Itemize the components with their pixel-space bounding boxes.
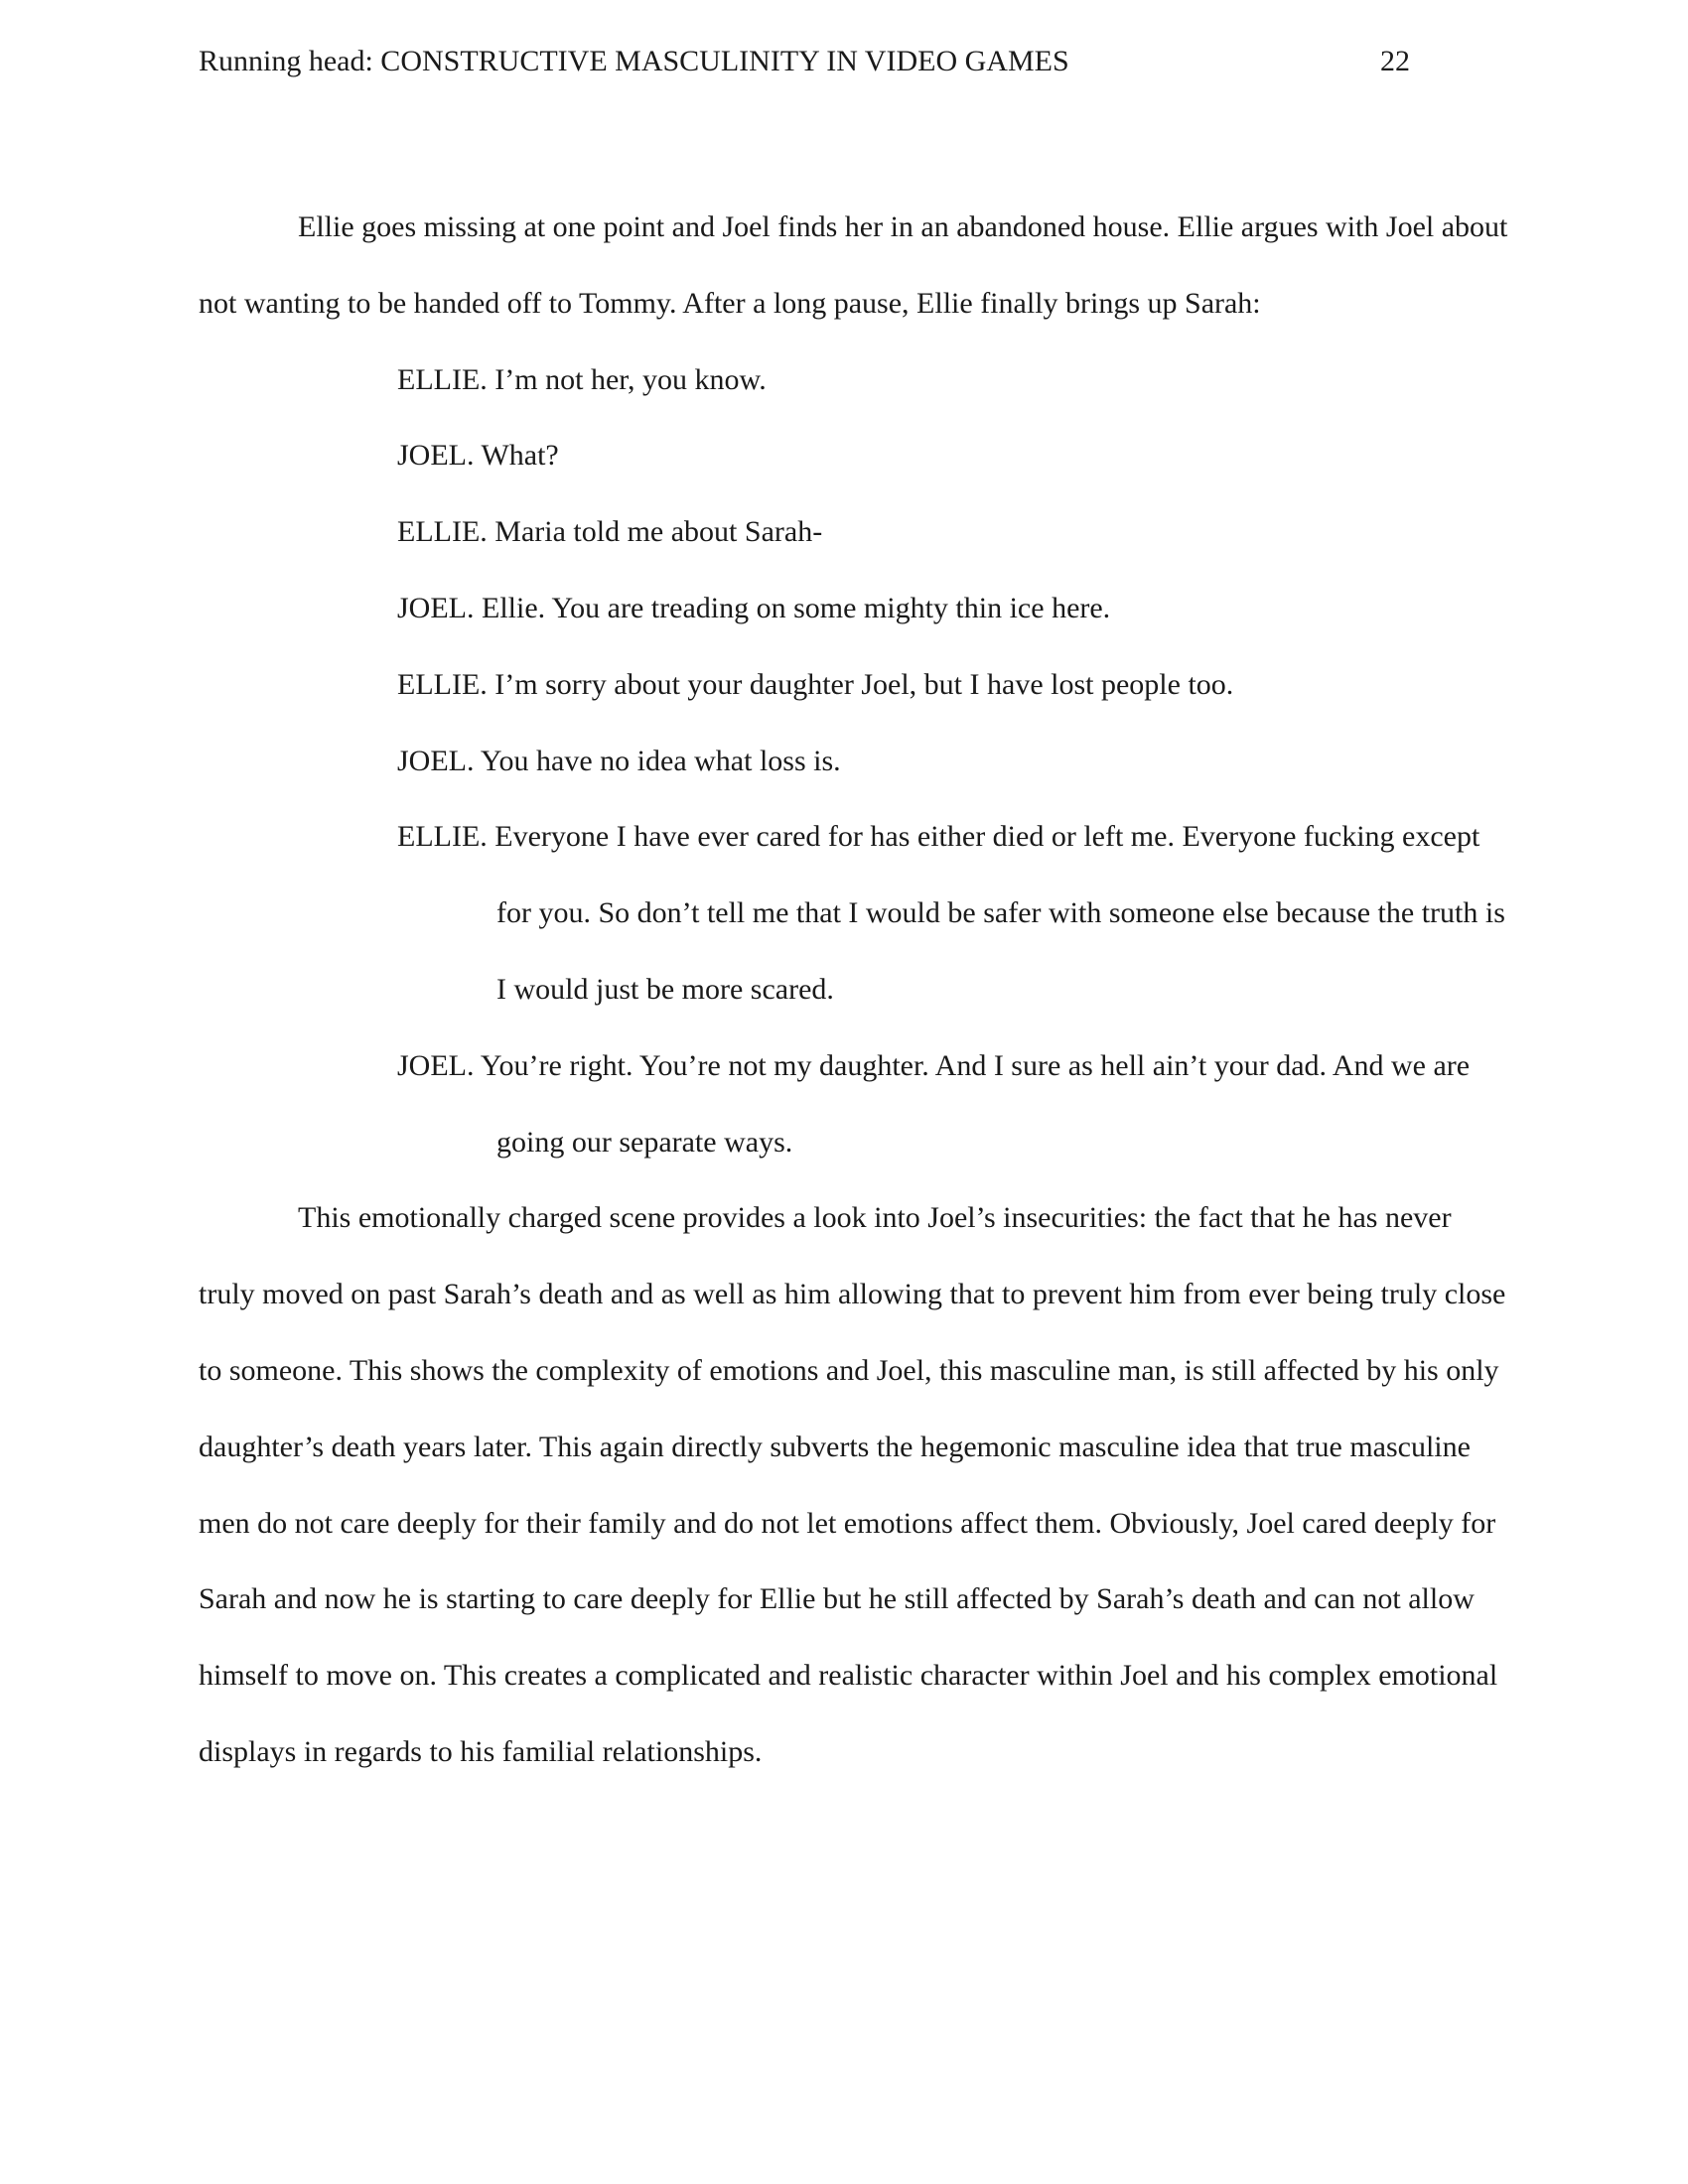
dialogue-line: ELLIE. I’m sorry about your daughter Joel, but I have lost people too.: [397, 667, 1234, 701]
dialogue-block: [199, 342, 1509, 1181]
dialogue-line: JOEL. You’re right. You’re not my daughter. And I sure as hell ain’t your dad. And we are going our separate ways.: [397, 1048, 1471, 1159]
running-head: Running head: CONSTRUCTIVE MASCULINITY IN VIDEO GAMES: [199, 45, 1069, 77]
dialogue-line: JOEL. You have no idea what loss is.: [397, 744, 841, 777]
dialogue-line: ELLIE. I’m not her, you know.: [397, 362, 767, 396]
dialogue-line: JOEL. Ellie. You are treading on some mighty thin ice here.: [397, 591, 1111, 624]
body-paragraph-1: Ellie goes missing at one point and Joel finds her in an abandoned house. Ellie argues with Joel about not wanting to be handed off to Tommy. After a long pause, Ellie finally brings up Sarah:: [199, 210, 1508, 320]
document-body: [199, 190, 1509, 1791]
body-paragraph-2: This emotionally charged scene provides a look into Joel’s insecurities: the fact that he has never truly moved on past Sarah’s death and as well as him allowing that to prevent him from ever being truly close to someone. This shows the complexity of emotions and Joel, this masculine man, is still affected by his only daughter’s death years later. This again directly subverts the hegemonic masculine idea that true masculine men do not care deeply for their family and do not let emotions affect them. Obviously, Joel cared deeply for Sarah and now he is starting to care deeply for Ellie but he still affected by Sarah’s death and can not allow himself to move on. This creates a complicated and realistic character within Joel and his complex emotional displays in regards to his familial relationships.: [199, 1201, 1506, 1768]
dialogue-line: JOEL. What?: [397, 439, 559, 473]
page-header: [199, 40, 1410, 83]
dialogue-line: ELLIE. Maria told me about Sarah-: [397, 515, 823, 549]
dialogue-line: ELLIE. Everyone I have ever cared for has either died or left me. Everyone fucking except for you. So don’t tell me that I would be safer with someone else because the truth is I would just be more scared.: [397, 820, 1505, 1006]
page-number: 22: [1380, 45, 1410, 77]
